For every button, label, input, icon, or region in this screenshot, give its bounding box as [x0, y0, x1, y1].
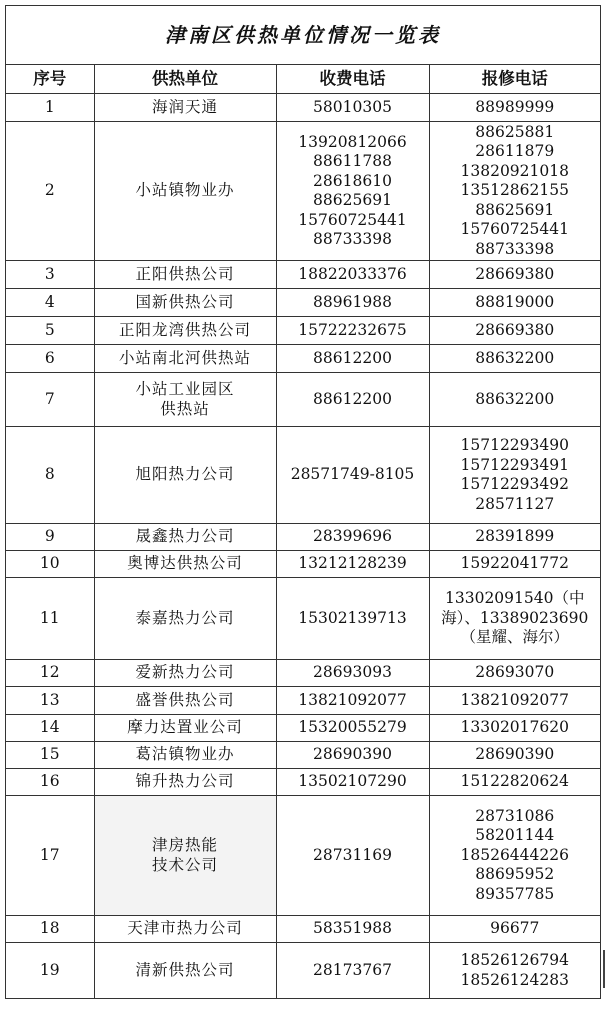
- table-row: [6, 524, 600, 551]
- row-unit-line: 旭阳热力公司: [135, 465, 235, 484]
- row-billing-phone: [276, 943, 429, 999]
- row-unit-line: 小站工业园区: [135, 380, 235, 398]
- row-repair-phone-line: 海）、13389023690: [441, 608, 589, 627]
- row-repair-phone-line: 88625881: [475, 122, 555, 141]
- table-row: [6, 317, 600, 345]
- row-unit: [94, 345, 276, 373]
- row-unit-line: 供热站: [160, 399, 210, 418]
- row-billing-phone-line: 88961988: [313, 292, 392, 311]
- table-row: [6, 715, 600, 742]
- header-billing-phone: 收费电话: [276, 65, 429, 94]
- row-repair-phone-line: 18526124283: [460, 970, 569, 989]
- row-billing-phone: [276, 94, 429, 122]
- row-unit: [94, 578, 276, 660]
- row-billing-phone: [276, 317, 429, 345]
- row-unit: [94, 687, 276, 715]
- row-billing-phone-line: 58010305: [313, 97, 392, 116]
- row-unit-line: 小站南北河供热站: [118, 348, 251, 367]
- row-repair-phone-line: 28611879: [475, 142, 555, 161]
- row-unit: [94, 427, 276, 524]
- row-billing-phone: [276, 916, 429, 943]
- row-unit: [94, 943, 276, 999]
- row-repair-phone-line: 28391899: [475, 527, 555, 546]
- row-unit: [94, 916, 276, 943]
- row-billing-phone-line: 88612200: [313, 389, 392, 408]
- row-billing-phone-line: 28571749-8105: [290, 465, 415, 484]
- row-repair-phone-line: 13302017620: [460, 718, 569, 737]
- page-title: 津南区供热单位情况一览表: [6, 6, 600, 65]
- row-seq: 1: [6, 94, 94, 122]
- row-billing-phone-line: 28690390: [313, 745, 392, 764]
- row-billing-phone-line: 58351988: [313, 919, 392, 938]
- row-billing-phone: [276, 524, 429, 551]
- row-repair-phone: [429, 122, 600, 261]
- row-repair-phone-line: 88733398: [475, 239, 555, 258]
- row-billing-phone-line: 13502107290: [298, 772, 407, 791]
- row-billing-phone: [276, 122, 429, 261]
- row-seq: 2: [6, 122, 94, 261]
- row-repair-phone-line: 13821092077: [460, 690, 569, 709]
- row-repair-phone-line: 15922041772: [460, 554, 569, 573]
- row-unit-line: 清新供热公司: [135, 960, 235, 979]
- row-seq: 15: [6, 742, 94, 769]
- row-billing-phone-line: 88611788: [313, 152, 392, 170]
- table-row: [6, 742, 600, 769]
- row-unit: [94, 796, 276, 916]
- row-repair-phone: [429, 94, 600, 122]
- row-repair-phone-line: 88989999: [475, 97, 555, 116]
- row-billing-phone-line: 28173767: [313, 960, 392, 979]
- row-unit-line: 摩力达置业公司: [127, 718, 243, 737]
- row-repair-phone-line: 88625691: [475, 200, 555, 219]
- table-row: [6, 660, 600, 687]
- row-repair-phone-line: 28690390: [475, 745, 555, 764]
- table-row: [6, 687, 600, 715]
- header-unit: 供热单位: [94, 65, 276, 94]
- row-seq: 3: [6, 261, 94, 289]
- row-seq: 13: [6, 687, 94, 715]
- row-unit: [94, 551, 276, 578]
- row-repair-phone: [429, 524, 600, 551]
- row-seq: 5: [6, 317, 94, 345]
- row-seq: 8: [6, 427, 94, 524]
- table-row: [6, 796, 600, 916]
- row-repair-phone: [429, 373, 600, 427]
- table-row: [6, 769, 600, 796]
- row-billing-phone-line: 18822033376: [298, 264, 407, 283]
- header-seq: 序号: [6, 65, 94, 94]
- row-unit: [94, 660, 276, 687]
- row-repair-phone-line: 13302091540（中: [445, 589, 585, 608]
- table-row: [6, 122, 600, 261]
- row-unit-line: 海润天通: [151, 97, 218, 116]
- table-row: [6, 578, 600, 660]
- row-repair-phone: [429, 796, 600, 916]
- row-unit-line: 国新供热公司: [135, 292, 235, 311]
- row-repair-phone-line: 28669380: [475, 264, 555, 283]
- row-repair-phone-line: 13820921018: [460, 161, 569, 180]
- row-repair-phone-line: 13512862155: [460, 181, 569, 200]
- row-billing-phone: [276, 345, 429, 373]
- row-unit: [94, 317, 276, 345]
- row-unit-line: 葛沽镇物业办: [135, 745, 235, 764]
- table-row: [6, 94, 600, 122]
- row-billing-phone: [276, 289, 429, 317]
- row-repair-phone: [429, 551, 600, 578]
- row-billing-phone-line: 15302139713: [298, 608, 407, 627]
- row-repair-phone: [429, 261, 600, 289]
- row-unit-line: 晟鑫热力公司: [135, 527, 235, 546]
- row-unit: [94, 742, 276, 769]
- row-billing-phone-line: 88612200: [313, 348, 392, 367]
- row-seq: 11: [6, 578, 94, 660]
- table-row: [6, 943, 600, 999]
- row-seq: 7: [6, 373, 94, 427]
- row-repair-phone-line: 28693070: [475, 663, 555, 682]
- heating-units-table: [6, 65, 600, 999]
- table-row: [6, 916, 600, 943]
- row-repair-phone-line: 28731086: [475, 806, 555, 825]
- table-row: [6, 551, 600, 578]
- row-billing-phone-line: 15760725441: [298, 210, 407, 229]
- row-billing-phone: [276, 261, 429, 289]
- row-billing-phone-line: 88625691: [313, 191, 392, 209]
- row-unit: [94, 289, 276, 317]
- row-billing-phone: [276, 687, 429, 715]
- row-repair-phone: [429, 687, 600, 715]
- row-billing-phone-line: 28399696: [313, 527, 392, 546]
- row-repair-phone-line: （星耀、海尔）: [460, 628, 569, 647]
- row-unit-line: 爱新热力公司: [135, 663, 235, 682]
- row-repair-phone-line: 88632200: [475, 348, 555, 367]
- row-repair-phone-line: 15760725441: [460, 220, 569, 239]
- row-billing-phone: [276, 427, 429, 524]
- row-billing-phone: [276, 551, 429, 578]
- row-billing-phone: [276, 373, 429, 427]
- header-repair-phone: 报修电话: [429, 65, 600, 94]
- table-row: [6, 289, 600, 317]
- row-repair-phone-line: 88819000: [475, 292, 555, 311]
- row-unit: [94, 715, 276, 742]
- row-billing-phone: [276, 660, 429, 687]
- row-repair-phone: [429, 345, 600, 373]
- table-row: [6, 261, 600, 289]
- row-repair-phone-line: 15122820624: [460, 772, 569, 791]
- row-repair-phone: [429, 317, 600, 345]
- row-repair-phone: [429, 660, 600, 687]
- row-unit-line: 技术公司: [151, 855, 218, 874]
- row-billing-phone-line: 28731169: [313, 845, 392, 864]
- row-billing-phone-line: 15320055279: [298, 718, 407, 737]
- row-unit-line: 正阳供热公司: [135, 264, 235, 283]
- row-seq: 10: [6, 551, 94, 578]
- row-repair-phone-line: 88695952: [475, 865, 555, 884]
- table-row: [6, 345, 600, 373]
- table-row: [6, 427, 600, 524]
- row-repair-phone: [429, 715, 600, 742]
- row-seq: 6: [6, 345, 94, 373]
- row-repair-phone-line: 88632200: [475, 389, 555, 408]
- row-repair-phone-line: 28571127: [475, 494, 555, 513]
- row-unit: [94, 122, 276, 261]
- row-billing-phone-line: 13212128239: [298, 554, 407, 573]
- row-repair-phone-line: 28669380: [475, 320, 555, 339]
- row-repair-phone-line: 18526126794: [460, 951, 569, 969]
- row-seq: 16: [6, 769, 94, 796]
- row-repair-phone-line: 58201144: [475, 826, 555, 845]
- row-seq: 12: [6, 660, 94, 687]
- row-billing-phone: [276, 796, 429, 916]
- row-unit-line: 小站镇物业办: [135, 181, 235, 200]
- row-billing-phone-line: 88733398: [313, 230, 392, 248]
- heating-units-sheet: [5, 5, 601, 999]
- row-billing-phone-line: 15722232675: [298, 320, 407, 339]
- row-unit-line: 奥博达供热公司: [127, 554, 243, 573]
- row-billing-phone: [276, 715, 429, 742]
- row-billing-phone-line: 13821092077: [298, 690, 407, 709]
- row-billing-phone: [276, 769, 429, 796]
- table-row: [6, 373, 600, 427]
- row-unit: [94, 373, 276, 427]
- row-unit-line: 盛誉供热公司: [135, 690, 235, 709]
- row-seq: 17: [6, 796, 94, 916]
- row-repair-phone: [429, 578, 600, 660]
- row-billing-phone: [276, 742, 429, 769]
- table-header-row: [6, 65, 600, 94]
- row-repair-phone-line: 96677: [490, 919, 540, 938]
- row-repair-phone-line: 15712293491: [460, 455, 569, 474]
- row-unit: [94, 261, 276, 289]
- row-unit: [94, 94, 276, 122]
- row-unit-line: 锦升热力公司: [135, 772, 235, 791]
- row-unit-line: 天津市热力公司: [127, 919, 243, 938]
- row-unit-line: 正阳龙湾供热公司: [118, 320, 251, 339]
- row-repair-phone: [429, 916, 600, 943]
- row-repair-phone: [429, 427, 600, 524]
- row-repair-phone-line: 18526444226: [460, 845, 569, 864]
- row-repair-phone-line: 15712293492: [460, 475, 569, 493]
- row-unit-line: 泰嘉热力公司: [135, 608, 235, 627]
- row-unit: [94, 524, 276, 551]
- row-seq: 14: [6, 715, 94, 742]
- row-unit-line: 津房热能: [151, 836, 218, 854]
- row-billing-phone-line: 28693093: [313, 663, 392, 682]
- row-unit: [94, 769, 276, 796]
- row-billing-phone-line: 28618610: [313, 171, 392, 190]
- row-repair-phone: [429, 769, 600, 796]
- row-seq: 9: [6, 524, 94, 551]
- row-repair-phone: [429, 943, 600, 999]
- row-repair-phone: [429, 289, 600, 317]
- row-billing-phone: [276, 578, 429, 660]
- row-repair-phone-line: 89357785: [475, 884, 555, 903]
- row-repair-phone-line: 15712293490: [460, 436, 569, 454]
- row-seq: 19: [6, 943, 94, 999]
- row-repair-phone: [429, 742, 600, 769]
- row-billing-phone-line: 13920812066: [298, 132, 407, 151]
- row-seq: 4: [6, 289, 94, 317]
- row-seq: 18: [6, 916, 94, 943]
